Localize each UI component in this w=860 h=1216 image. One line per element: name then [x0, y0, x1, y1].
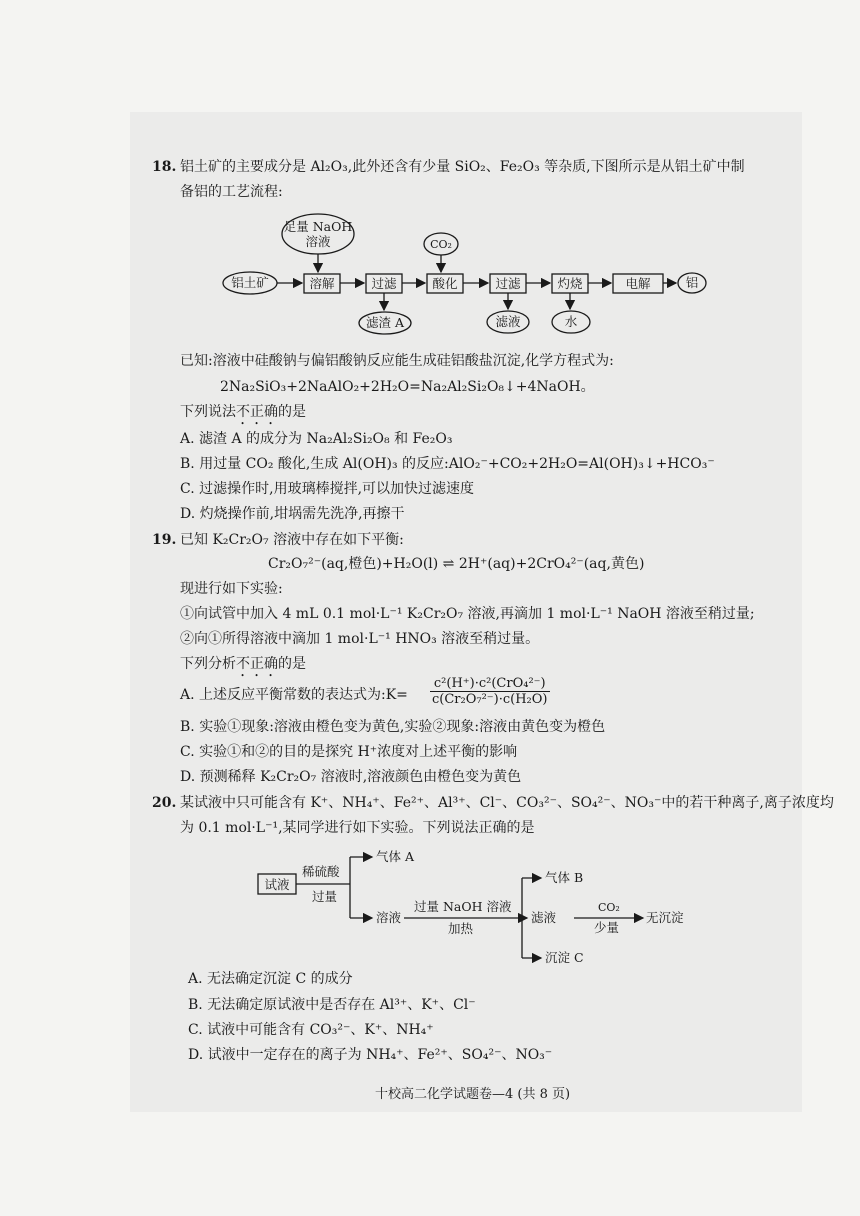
q20-stem-line2: 为 0.1 mol·L⁻¹,某同学进行如下实验。下列说法正确的是 [180, 820, 535, 836]
fraction-denominator: c(Cr₂O₇²⁻)·c(H₂O) [432, 692, 548, 707]
reagent3-bottom: 少量 [594, 920, 620, 935]
q19-option-a: A. 上述反应平衡常数的表达式为:K= [180, 687, 408, 703]
q19-option-d: D. 预测稀释 K₂Cr₂O₇ 溶液时,溶液颜色由橙色变为黄色 [180, 769, 522, 785]
q20-option-c: C. 试液中可能含有 CO₃²⁻、K⁺、NH₄⁺ [188, 1022, 434, 1038]
co2-label: CO₂ [430, 238, 452, 251]
reagent3-top: CO₂ [598, 901, 620, 914]
q20-stem-line1: 某试液中只可能含有 K⁺、NH₄⁺、Fe²⁺、Al³⁺、Cl⁻、CO₃²⁻、SO₄²⁻、NO₃⁻中的若干种离子,离子浓度均 [180, 795, 834, 811]
no-precip-label: 无沉淀 [646, 910, 684, 925]
q20-experiment-flow-diagram [0, 840, 860, 970]
reagent2-top: 过量 NaOH 溶液 [414, 899, 512, 914]
q19-equilibrium: Cr₂O₇²⁻(aq,橙色)+H₂O(l) ⇌ 2H⁺(aq)+2CrO₄²⁻(aq,黄色) [268, 556, 645, 572]
filtrate-label: 滤液 [531, 910, 557, 925]
residue-label: 滤渣 A [365, 315, 405, 330]
q18-process-flow-diagram [0, 0, 860, 350]
step2-label: 过滤 [371, 276, 397, 291]
step6-label: 电解 [625, 276, 651, 291]
step4-label: 过滤 [495, 276, 521, 291]
q19-number: 19. [152, 532, 177, 548]
q19-intro: 现进行如下实验: [180, 581, 283, 597]
q18-option-d: D. 灼烧操作前,坩埚需先洗净,再擦干 [180, 506, 405, 522]
gas-a-label: 气体 A [376, 849, 415, 864]
page-footer: 十校高二化学试题卷—4 (共 8 页) [375, 1087, 571, 1102]
q18-option-b: B. 用过量 CO₂ 酸化,生成 Al(OH)₃ 的反应:AlO₂⁻+CO₂+2H₂O=Al(OH)₃↓+HCO₃⁻ [180, 456, 715, 472]
reagent2-bottom: 加热 [448, 921, 474, 936]
q18-option-c: C. 过滤操作时,用玻璃棒搅拌,可以加快过滤速度 [180, 481, 475, 497]
reagent1-bottom: 过量 [312, 889, 338, 904]
fraction-numerator: c²(H⁺)·c²(CrO₄²⁻) [430, 676, 550, 692]
q18-stem-line2: 备铝的工艺流程: [180, 184, 283, 200]
q20-option-b: B. 无法确定原试液中是否存在 Al³⁺、K⁺、Cl⁻ [188, 997, 476, 1013]
q19-emphasis: 不正确 [236, 656, 278, 672]
end-label: 铝 [685, 275, 699, 290]
q18-number: 18. [152, 159, 177, 175]
equilibrium-constant-fraction [430, 676, 550, 707]
q19-experiment-2: ②向①所得溶液中滴加 1 mol·L⁻¹ HNO₃ 溶液至稍过量。 [180, 631, 540, 647]
q19-question: 下列分析不正确的是 [180, 656, 306, 672]
q20-option-d: D. 试液中一定存在的离子为 NH₄⁺、Fe²⁺、SO₄²⁻、NO₃⁻ [188, 1047, 553, 1063]
q19-option-c: C. 实验①和②的目的是探究 H⁺浓度对上述平衡的影响 [180, 744, 518, 760]
precip-c-label: 沉淀 C [545, 950, 584, 965]
q18-option-a: A. 滤渣 A 的成分为 Na₂Al₂Si₂O₈ 和 Fe₂O₃ [180, 431, 453, 447]
q18-stem-line1: 铝土矿的主要成分是 Al₂O₃,此外还含有少量 SiO₂、Fe₂O₃ 等杂质,下图所示是从铝土矿中制 [180, 159, 745, 175]
start-label: 铝土矿 [231, 275, 269, 290]
start-label: 试液 [264, 877, 290, 892]
filtrate-label: 滤液 [495, 314, 521, 329]
q20-number: 20. [152, 795, 177, 811]
water-label: 水 [564, 314, 578, 329]
q20-option-a: A. 无法确定沉淀 C 的成分 [188, 971, 353, 987]
step1-label: 溶解 [309, 276, 335, 291]
solution-label: 溶液 [376, 910, 402, 925]
q18-emphasis: 不正确 [236, 404, 278, 420]
q19-option-b: B. 实验①现象:溶液由橙色变为黄色,实验②现象:溶液由黄色变为橙色 [180, 719, 606, 735]
q18-equation: 2Na₂SiO₃+2NaAlO₂+2H₂O=Na₂Al₂Si₂O₈↓+4NaOH。 [220, 379, 595, 395]
q19-experiment-1: ①向试管中加入 4 mL 0.1 mol·L⁻¹ K₂Cr₂O₇ 溶液,再滴加 1 mol·L⁻¹ NaOH 溶液至稍过量; [180, 606, 755, 622]
naoh-label-2: 溶液 [305, 234, 331, 249]
reagent1-top: 稀硫酸 [302, 864, 340, 879]
step3-label: 酸化 [432, 276, 458, 291]
q18-question: 下列说法不正确的是 [180, 404, 306, 420]
gas-b-label: 气体 B [545, 870, 584, 885]
step5-label: 灼烧 [557, 276, 583, 291]
q18-known: 已知:溶液中硅酸钠与偏铝酸钠反应能生成硅铝酸盐沉淀,化学方程式为: [180, 353, 614, 369]
naoh-label-1: 足量 NaOH [283, 219, 353, 234]
q19-stem: 已知 K₂Cr₂O₇ 溶液中存在如下平衡: [180, 532, 404, 548]
